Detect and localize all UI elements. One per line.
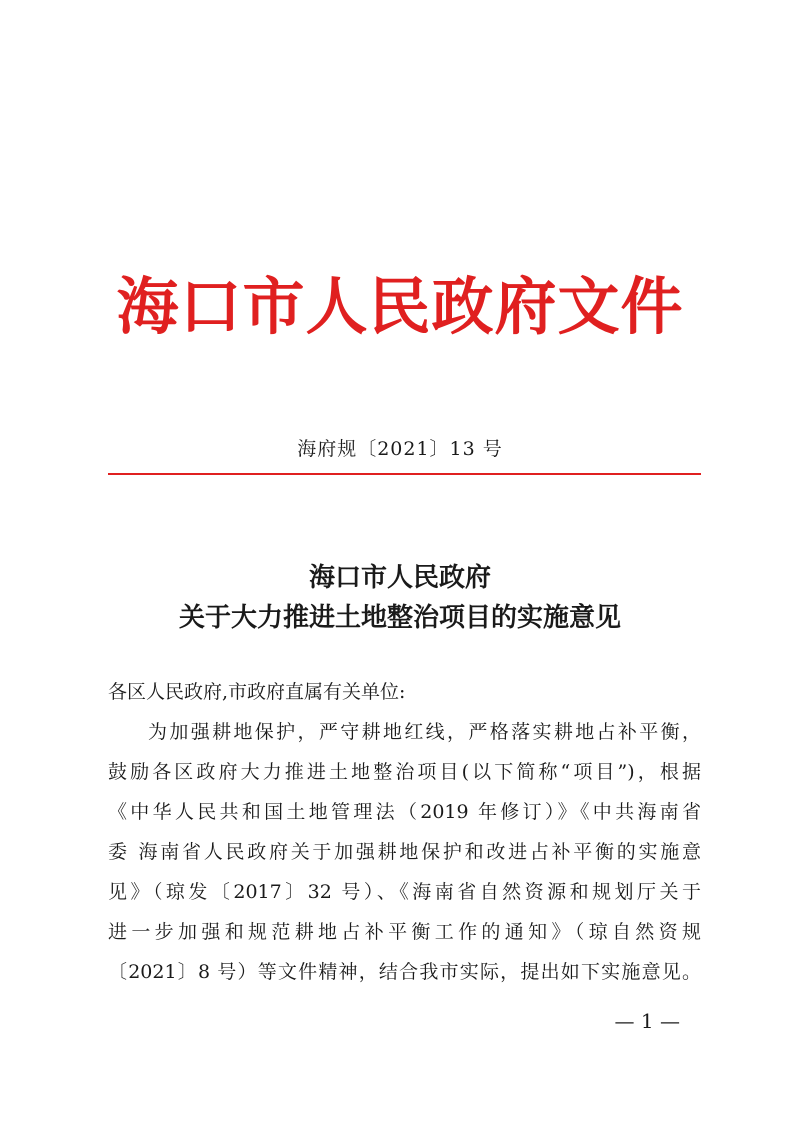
body-line: 见》（琼发〔2017〕32 号）、《海南省自然资源和规划厅关于 (108, 881, 701, 903)
body-line: 〔2021〕8 号）等文件精神，结合我市实际，提出如下实施意见。 (108, 961, 701, 983)
document-title-subject: 关于大力推进土地整治项目的实施意见 (178, 603, 621, 633)
masthead-title: 海口市人民政府文件 (116, 270, 684, 343)
page-number: — 1 — (614, 1009, 680, 1033)
body-line: 鼓励各区政府大力推进土地整治项目(以下简称“项目”)，根据 (108, 761, 701, 783)
document-number: 海府规〔2021〕13 号 (297, 438, 503, 460)
red-divider-rule (108, 473, 701, 475)
salutation: 各区人民政府,市政府直属有关单位: (108, 681, 406, 703)
body-line: 进一步加强和规范耕地占补平衡工作的通知》（琼自然资规 (108, 921, 701, 943)
body-line: 委 海南省人民政府关于加强耕地保护和改进占补平衡的实施意 (108, 841, 701, 863)
body-line: 《中华人民共和国土地管理法（2019 年修订）》《中共海南省 (108, 801, 701, 823)
document-title-issuer: 海口市人民政府 (308, 563, 491, 593)
body-line: 为加强耕地保护，严守耕地红线，严格落实耕地占补平衡， (148, 721, 701, 743)
